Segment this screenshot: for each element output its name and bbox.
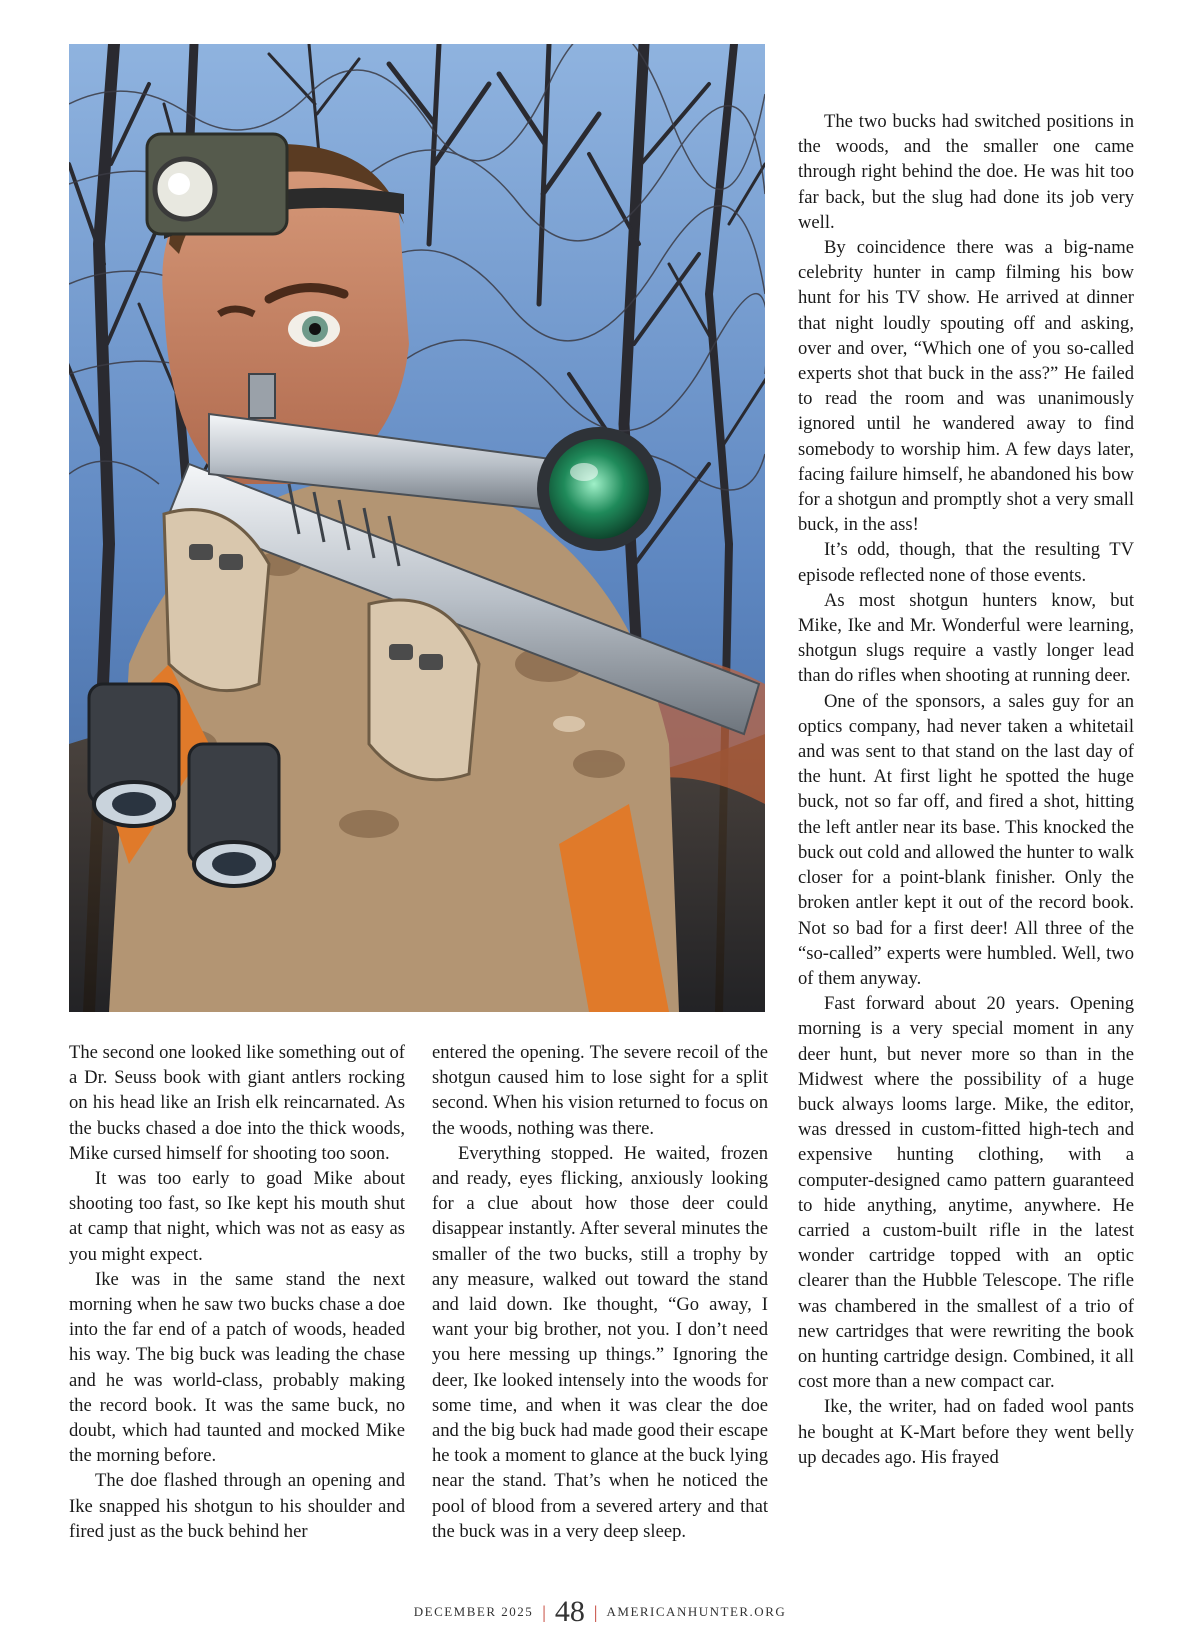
article-paragraph: As most shotgun hunters know, but Mike, Ike and Mr. Wonderful were learning, shotgun slugs require a vastly longer lead than do rifles when shooting at running deer. xyxy=(798,589,1134,687)
issue-date: DECEMBER 2025 xyxy=(413,1604,534,1619)
article-paragraph: By coincidence there was a big-name celebrity hunter in camp filming his bow hunt for his TV show. He arrived at dinner that night loudly spouting off and asking, over and over, “Which one of you so-called experts shot that buck in the ass?” He failed to read the room and was unanimously ignored until he wandered away to find somebody to worship him. A few days later, facing failure himself, he abandoned his bow for a shotgun and promptly shot a very small buck, in the ass! xyxy=(798,237,1134,536)
page-number: 48 xyxy=(554,1595,585,1628)
article-paragraph: It was too early to goad Mike about shooting too fast, so Ike kept his mouth shut at camp that night, which was not as easy as you might expect. xyxy=(69,1168,405,1265)
article-paragraph: One of the sponsors, a sales guy for an optics company, had never taken a whitetail and was sent to that stand on the last day of the hunt. At first light he spotted the huge buck, not so far off, and fired a shot, hitting the left antler near its base. This knocked the buck out cold and allowed the hunter to walk closer for a point-blank finisher. Only the broken antler kept it out of the record book. Not so bad for a first deer! All three of the “so-called” experts were humbled. Well, two of them anyway. xyxy=(798,690,1134,989)
article-column-3 xyxy=(798,109,1134,1470)
article-column-1 xyxy=(69,1040,405,1544)
article-paragraph: The doe flashed through an opening and Ike snapped his shotgun to his shoulder and fired just as the buck behind her xyxy=(69,1470,405,1542)
article-paragraph: entered the opening. The severe recoil of the shotgun caused him to lose sight for a split second. When his vision returned to focus on the woods, nothing was there. xyxy=(432,1042,768,1139)
article-column-2 xyxy=(432,1040,768,1544)
hunter-illustration-art xyxy=(69,44,765,1012)
hunter-illustration xyxy=(69,44,765,1012)
article-paragraph: Ike was in the same stand the next morning when he saw two bucks chase a doe into the far end of a patch of woods, headed his way. The big buck was leading the chase and he was world-class, probably making the record book. It was the same buck, no doubt, which had taunted and mocked Mike the morning before. xyxy=(69,1268,405,1467)
article-paragraph: Everything stopped. He waited, frozen and ready, eyes flicking, anxiously looking for a clue about how those deer could disappear instantly. After several minutes the smaller of the two bucks, still a trophy by any measure, walked out toward the stand and laid down. Ike thought, “Go away, I want your big brother, not you. I don’t need you here messing up things.” Ignoring the deer, Ike looked intensely into the woods for some time, and when it was clear the doe and the big buck had made good their escape he took a moment to glance at the buck lying near the stand. That’s when he noticed the pool of blood from a severed artery and that the buck was in a very deep sleep. xyxy=(432,1142,768,1542)
article-paragraph: Ike, the writer, had on faded wool pants he bought at K-Mart before they went belly up decades ago. His frayed xyxy=(798,1396,1134,1468)
article-paragraph: It’s odd, though, that the resulting TV episode reflected none of those events. xyxy=(798,539,1134,586)
website-link[interactable]: AMERICANHUNTER.ORG xyxy=(606,1604,787,1619)
article-paragraph: Fast forward about 20 years. Opening morning is a very special moment in any deer hunt, but never more so than in the Midwest where the possibility of a huge buck always looms large. Mike, the editor, was dressed in custom-fitted high-tech and expensive hunting clothing, with a computer-designed camo pattern guaranteed to hide anything, anytime, anywhere. He carried a custom-built rifle in the latest wonder cartridge topped with an optic clearer than the Hubble Telescope. The rifle was chambered in the smallest of a trio of new cartridges that were rewriting the book on hunting cartridge design. Combined, it all cost more than a new compact car. xyxy=(798,993,1134,1393)
footer-separator: | xyxy=(593,1601,598,1622)
article-paragraph: The two bucks had switched positions in the woods, and the smaller one came through right behind the doe. He was hit too far back, but the slug had done its job very well. xyxy=(798,111,1134,233)
footer-separator: | xyxy=(542,1601,546,1622)
page-footer xyxy=(0,1592,1200,1632)
article-paragraph: The second one looked like something out of a Dr. Seuss book with giant antlers rocking on his head like an Irish elk reincarnated. As the bucks chased a doe into the thick woods, Mike cursed himself for shooting too soon. xyxy=(69,1042,405,1164)
